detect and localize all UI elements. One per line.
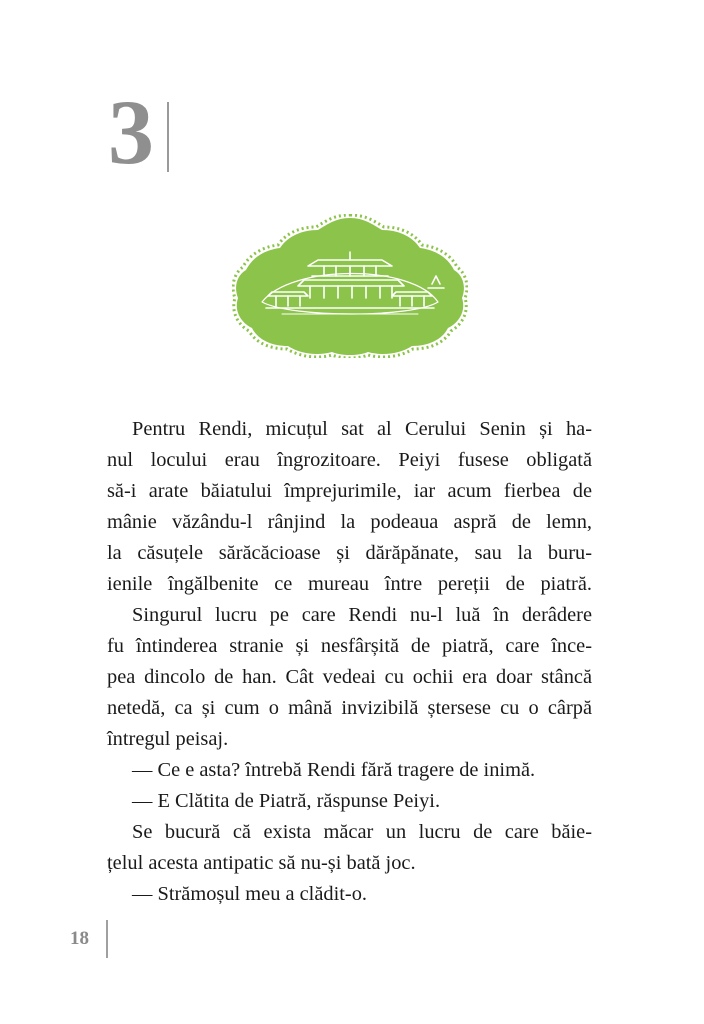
- text-line: netedă, ca și cum o mână invizibilă ștersese cu o cârpă: [107, 697, 592, 719]
- pagoda-landscape-icon: [232, 214, 468, 358]
- text-line: la căsuțele sărăcăcioase și dărăpănate, sau la buru-: [107, 542, 592, 564]
- text-line: Singurul lucru pe care Rendi nu-l luă în derâdere: [132, 604, 592, 626]
- text-line: nul locului erau îngrozitoare. Peiyi fusese obligată: [107, 449, 592, 471]
- text-line: mânie văzându-l rânjind la podeaua aspră de lemn,: [107, 511, 592, 533]
- page-number-divider: [106, 920, 108, 958]
- text-line: să-i arate băiatului împrejurimile, iar acum fierbea de: [107, 480, 592, 502]
- chapter-divider: [167, 102, 169, 172]
- chapter-body-text: [107, 414, 592, 910]
- text-line: pea dincolo de han. Cât vedeai cu ochii era doar stâncă: [107, 666, 592, 688]
- text-line: fu întinderea stranie și nesfârșită de piatră, care înce-: [107, 635, 592, 657]
- text-line: Pentru Rendi, micuțul sat al Cerului Senin și ha-: [132, 418, 592, 440]
- page-number: 18: [70, 928, 89, 949]
- text-line: — Ce e asta? întrebă Rendi fără tragere de inimă.: [132, 759, 536, 781]
- text-line: ienile îngălbenite ce mureau între pereții de piatră.: [107, 573, 592, 595]
- text-line: Se bucură că exista măcar un lucru de care băie-: [132, 821, 592, 843]
- text-line: — E Clătita de Piatră, răspunse Peiyi.: [132, 790, 441, 812]
- chapter-number: 3: [108, 81, 154, 183]
- text-line: — Strămoșul meu a clădit-o.: [132, 883, 368, 905]
- text-line: țelul acesta antipatic să nu-și bată joc.: [107, 852, 416, 874]
- text-line: întregul peisaj.: [107, 728, 229, 750]
